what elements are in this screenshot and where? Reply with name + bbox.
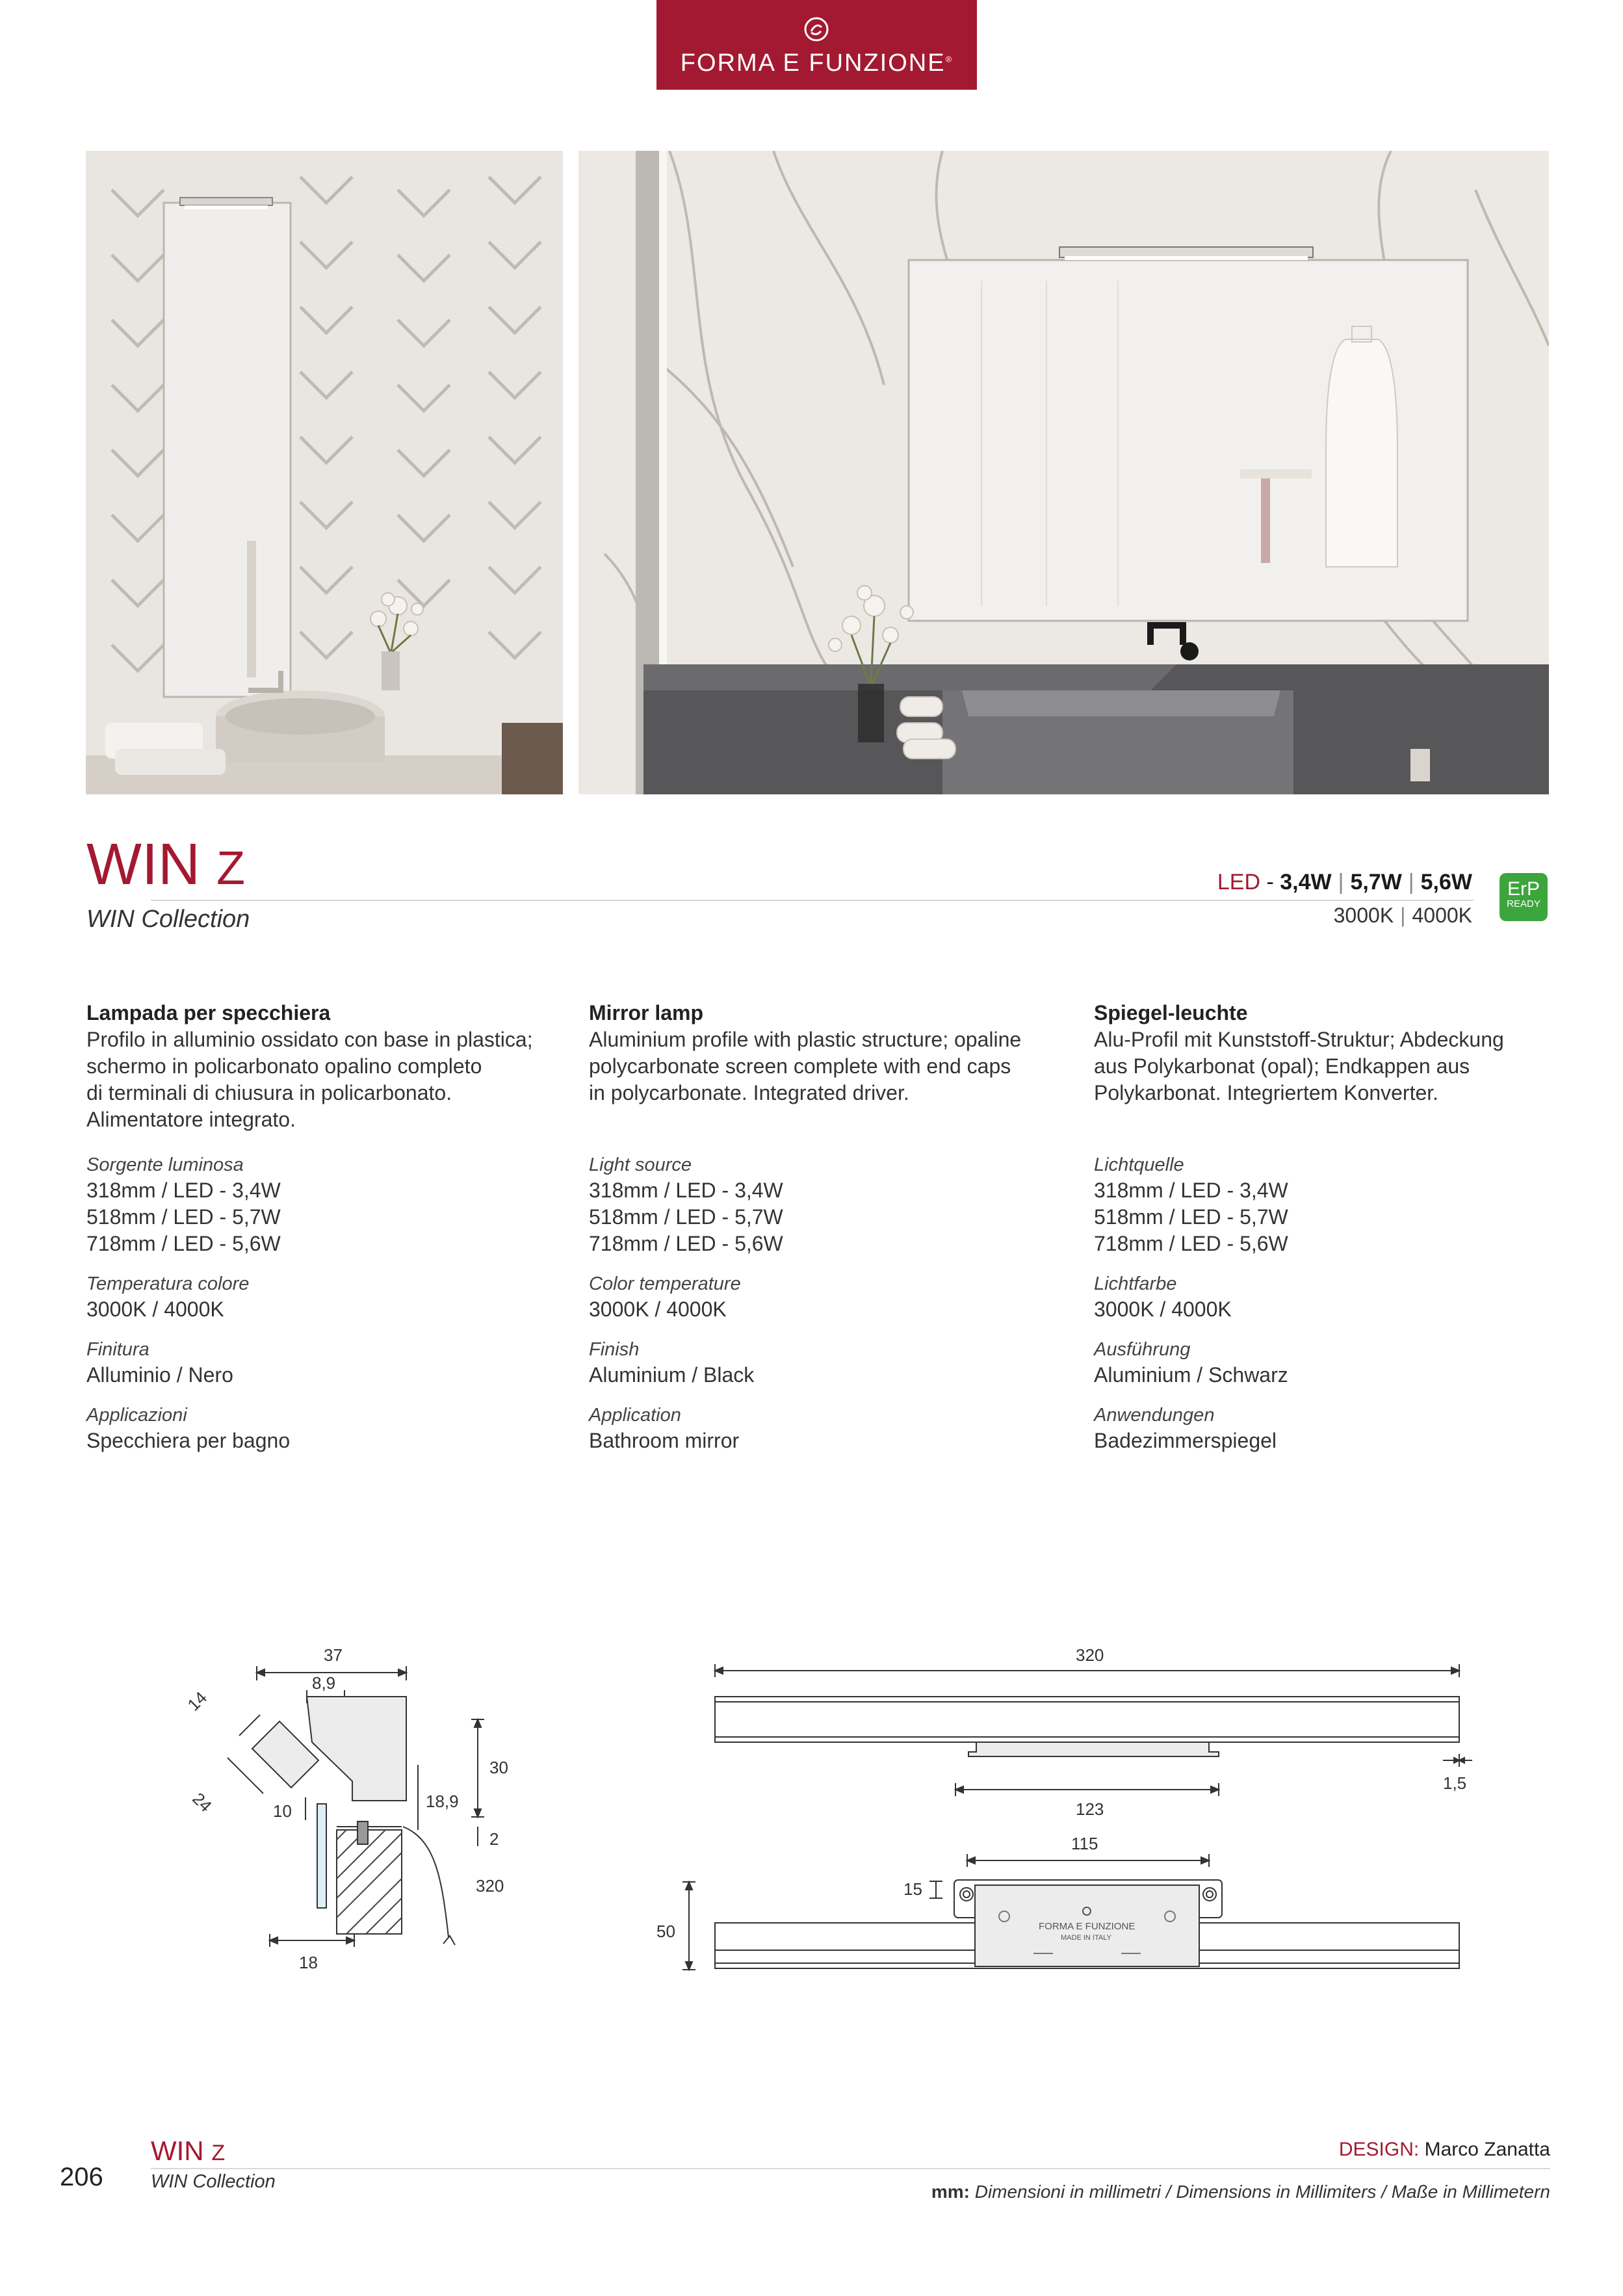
power-spec: LED - 3,4W | 5,7W | 5,6W	[1217, 870, 1472, 894]
finish-label: Finitura	[86, 1339, 149, 1360]
dim-2: 2	[489, 1829, 499, 1849]
color-temp-value: 3000K / 4000K	[86, 1298, 224, 1321]
finish-value: Aluminium / Schwarz	[1094, 1363, 1288, 1387]
color-temp-label: Color temperature	[589, 1273, 741, 1294]
page-number: 206	[60, 2163, 103, 2191]
footer-product-title: WIN Z	[151, 2135, 226, 2166]
dim-123: 123	[1076, 1799, 1104, 1819]
column-german	[1094, 1000, 1542, 1454]
dim-10: 10	[273, 1801, 292, 1821]
plate-brand-text: FORMA E FUNZIONE	[1039, 1921, 1136, 1932]
dim-24: 24	[188, 1788, 216, 1816]
color-temp-label: Lichtfarbe	[1094, 1273, 1177, 1294]
column-italian	[86, 1000, 535, 1454]
footer-divider	[151, 2168, 1550, 2169]
dim-1-5: 1,5	[1443, 1773, 1467, 1793]
column-description: Profilo in alluminio ossidato con base in plastica; schermo in policarbonato opalino completo di terminali di chiusura in policarbonato. Alimentatore integrato.	[86, 1028, 533, 1131]
product-subtitle: WIN Collection	[86, 906, 250, 933]
color-temp-value: 3000K / 4000K	[589, 1298, 727, 1321]
brand-logo	[656, 0, 977, 90]
application-value: Bathroom mirror	[589, 1429, 740, 1452]
finish-value: Alluminio / Nero	[86, 1363, 233, 1387]
units-note: mm: Dimensioni in millimetri / Dimensions in Millimiters / Maße in Millimetern	[931, 2182, 1550, 2202]
application-value: Specchiera per bagno	[86, 1429, 291, 1452]
temperature-spec: 3000K | 4000K	[1333, 904, 1472, 927]
erp-ready-badge: ErP READY	[1500, 873, 1548, 921]
designer-credit: DESIGN: Marco Zanatta	[1338, 2139, 1550, 2160]
product-title: WIN Z	[86, 832, 245, 897]
dim-50: 50	[656, 1922, 675, 1941]
source-values: 318mm / LED - 3,4W 518mm / LED - 5,7W 718mm / LED - 5,6W	[589, 1179, 783, 1255]
source-values: 318mm / LED - 3,4W 518mm / LED - 5,7W 718mm / LED - 5,6W	[86, 1179, 281, 1255]
finish-value: Aluminium / Black	[589, 1363, 755, 1387]
dim-18-9: 18,9	[426, 1792, 459, 1811]
column-english	[589, 1000, 1037, 1454]
finish-label: Ausführung	[1094, 1339, 1191, 1360]
source-label: Sorgente luminosa	[86, 1155, 244, 1175]
color-temp-label: Temperatura colore	[86, 1273, 250, 1294]
bottom-drawing	[650, 1820, 1482, 1989]
dim-115: 115	[1071, 1834, 1098, 1853]
column-description: Aluminium profile with plastic structure; opaline polycarbonate screen complete with end caps in polycarbonate. Integrated driver.	[589, 1028, 1022, 1104]
application-value: Badezimmerspiegel	[1094, 1429, 1277, 1452]
application-label: Application	[589, 1405, 681, 1426]
column-heading: Spiegel-leuchte	[1094, 1001, 1248, 1024]
source-label: Light source	[589, 1155, 692, 1175]
column-heading: Mirror lamp	[589, 1001, 704, 1024]
dim-30: 30	[489, 1758, 508, 1777]
plate-made-text: MADE IN ITALY	[1061, 1934, 1111, 1942]
section-drawing	[162, 1632, 565, 1996]
dim-14: 14	[183, 1688, 211, 1715]
ff-circle-logo-icon	[803, 16, 830, 43]
product-photo-right	[578, 151, 1549, 794]
brand-name: FORMA E FUNZIONE®	[680, 49, 954, 77]
dim-37: 37	[324, 1645, 343, 1665]
dim-8-9: 8,9	[312, 1673, 336, 1693]
title-divider	[151, 900, 1474, 901]
dim-18: 18	[299, 1953, 318, 1972]
column-heading: Lampada per specchiera	[86, 1001, 331, 1024]
color-temp-value: 3000K / 4000K	[1094, 1298, 1232, 1321]
product-photo-left	[86, 151, 563, 794]
dim-15: 15	[903, 1879, 922, 1899]
application-label: Applicazioni	[86, 1405, 187, 1426]
application-label: Anwendungen	[1094, 1405, 1215, 1426]
finish-label: Finish	[589, 1339, 640, 1360]
dim-320: 320	[476, 1876, 504, 1896]
column-description: Alu-Profil mit Kunststoff-Struktur; Abdeckung aus Polykarbonat (opal); Endkappen aus Polykarbonat. Integriertem Konverter.	[1094, 1028, 1504, 1104]
footer-product-subtitle: WIN Collection	[151, 2171, 276, 2192]
source-label: Lichtquelle	[1094, 1155, 1184, 1175]
source-values: 318mm / LED - 3,4W 518mm / LED - 5,7W 718mm / LED - 5,6W	[1094, 1179, 1288, 1255]
dim-320-front: 320	[1076, 1645, 1104, 1665]
